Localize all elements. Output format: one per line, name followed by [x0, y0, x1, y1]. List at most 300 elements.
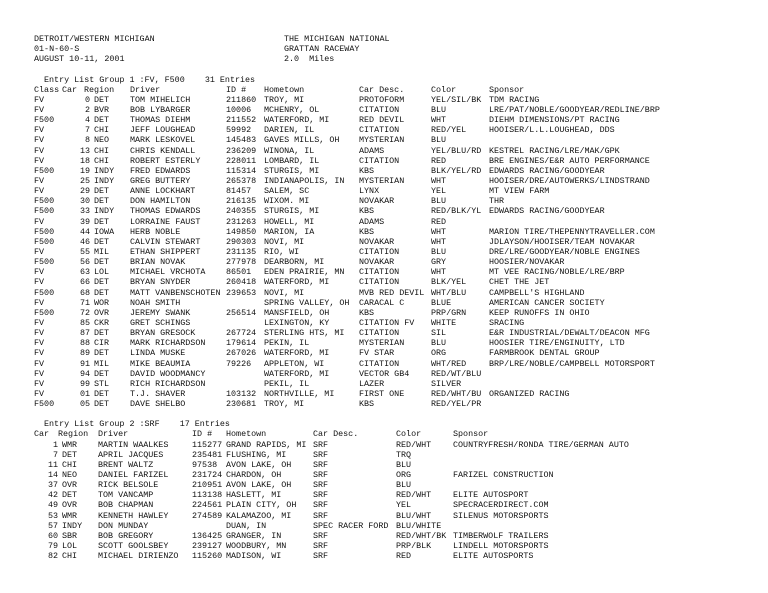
cell-hometown: CHARDON, OH [226, 470, 282, 481]
cell-region: DET [94, 216, 110, 227]
cell-driver: APRIL JACQUES [98, 449, 164, 460]
cell-driver: MICHAEL VRCHOTA [130, 267, 206, 278]
cell-hometown: MANSFIELD, OH [264, 307, 330, 318]
table-row [34, 359, 764, 369]
cell-sponsor: DRE/LRE/GOODYEAR/NOBLE ENGINES [489, 246, 640, 257]
cell-id: 115314 [226, 165, 257, 176]
event-title: THE MICHIGAN NATIONAL [284, 34, 390, 44]
cell-region: NEO [62, 470, 78, 481]
cell-car: 79 [47, 541, 58, 552]
cell-driver: MICHAEL DIRIENZO [98, 551, 179, 562]
cell-hometown: GRAND RAPIDS, MI [226, 439, 307, 450]
cell-color: WHT [431, 115, 447, 126]
cell-sponsor: E&R INDUSTRIAL/DEWALT/DEACON MFG [489, 328, 650, 339]
cell-car-desc: NOVAKAR [359, 196, 395, 207]
group2-title: Entry List Group 2 :SRF 17 Entries [44, 419, 230, 430]
cell-car: 57 [47, 520, 58, 531]
cell-car: 11 [47, 459, 58, 470]
cell-driver: MARK RICHARDSON [130, 338, 206, 349]
cell-car: 72 [79, 307, 90, 318]
cell-color: WHT [431, 267, 447, 278]
column-header-driver: Driver [130, 84, 161, 95]
cell-car: 71 [79, 297, 90, 308]
cell-id: 290303 [226, 236, 257, 247]
cell-region: INDY [94, 206, 115, 217]
cell-region: CIR [94, 338, 110, 349]
cell-hometown: WATERFORD, MI [264, 277, 330, 288]
cell-car: 49 [47, 500, 58, 511]
cell-car: 88 [79, 338, 90, 349]
cell-color: YEL [431, 186, 447, 197]
cell-id: 256514 [226, 307, 257, 318]
cell-class: FV [34, 216, 45, 227]
cell-driver: TOM VANCAMP [98, 490, 154, 501]
column-header-class: Class [34, 84, 60, 95]
cell-id: 231263 [226, 216, 257, 227]
cell-region: DET [62, 449, 78, 460]
cell-region: LOL [94, 267, 110, 278]
cell-color: RED/WHT [396, 439, 432, 450]
table-row [34, 206, 764, 216]
cell-car: 8 [84, 135, 90, 146]
cell-color: PRP/BLK [396, 541, 432, 552]
table-row [34, 551, 764, 561]
cell-color: ORG [396, 470, 412, 481]
cell-class: FV [34, 155, 45, 166]
cell-hometown: PEKIL, IL [264, 378, 310, 389]
cell-id: 10006 [226, 104, 252, 115]
table-row [34, 217, 764, 227]
cell-sponsor: MT VEE RACING/NOBLE/LRE/BRP [489, 267, 625, 278]
cell-region: DET [94, 257, 110, 268]
cell-sponsor: HOOSIER/NOVAKAR [489, 257, 565, 268]
cell-color: BLU [431, 104, 447, 115]
cell-region: DET [94, 328, 110, 339]
cell-region: CHI [94, 145, 110, 156]
cell-class: FV [34, 94, 45, 105]
cell-color: WHT [431, 236, 447, 247]
cell-class: FV [34, 135, 45, 146]
cell-car: 68 [79, 287, 90, 298]
column-header-hometown: Hometown [264, 84, 305, 95]
column-header-hometown: Hometown [226, 429, 267, 440]
table-row [34, 511, 764, 521]
event-region: DETROIT/WESTERN MICHIGAN [34, 34, 155, 44]
cell-class: FV [34, 246, 45, 257]
cell-car-desc: FIRST ONE [359, 388, 405, 399]
cell-color: YEL [396, 500, 412, 511]
cell-car: 82 [47, 551, 58, 562]
cell-sponsor: LINDELL MOTORSPORTS [453, 541, 549, 552]
cell-id: 211860 [226, 94, 257, 105]
cell-sponsor: HOOISER/DRE/AUTOWERKS/LINDSTRAND [489, 175, 650, 186]
group2-column-headers [34, 429, 764, 439]
cell-id: 136425 [192, 530, 223, 541]
cell-sponsor: MT VIEW FARM [489, 186, 550, 197]
cell-sponsor: FARMBROOK DENTAL GROUP [489, 348, 600, 359]
cell-region: OVR [62, 500, 78, 511]
cell-region: BVR [94, 104, 110, 115]
cell-region: INDY [62, 520, 83, 531]
table-row [34, 176, 764, 186]
cell-car: 01 [79, 388, 90, 399]
cell-car-desc: SRF [313, 551, 329, 562]
cell-car-desc: KBS [359, 165, 375, 176]
entry-list-document [34, 34, 764, 561]
cell-region: STL [94, 378, 110, 389]
cell-class: F500 [34, 257, 55, 268]
cell-color: BLU [396, 459, 412, 470]
track-length: 2.0 Miles [284, 54, 335, 65]
cell-car-desc: ADAMS [359, 216, 385, 227]
cell-hometown: WIXOM. MI [264, 196, 310, 207]
cell-car-desc: CITATION [359, 104, 400, 115]
event-date: AUGUST 10-11, 2001 [34, 54, 125, 65]
table-row [34, 308, 764, 318]
cell-car-desc: PROTOFORM [359, 94, 405, 105]
cell-hometown: WATERFORD, MI [264, 115, 330, 126]
cell-id: 149850 [226, 226, 257, 237]
cell-driver: DANIEL FARIZEL [98, 470, 169, 481]
table-row [34, 166, 764, 176]
cell-car-desc: MYSTERIAN [359, 175, 405, 186]
cell-car-desc: SRF [313, 541, 329, 552]
table-row [34, 237, 764, 247]
cell-hometown: TROY, MI [264, 399, 305, 410]
cell-sponsor: THR [489, 196, 505, 207]
cell-car-desc: CITATION [359, 358, 400, 369]
cell-car-desc: MYSTERIAN [359, 338, 405, 349]
cell-region: DET [94, 348, 110, 359]
table-row [34, 470, 764, 480]
cell-driver: DAVE SHELBO [130, 399, 186, 410]
cell-class: F500 [34, 115, 55, 126]
column-header-color: Color [431, 84, 457, 95]
cell-car-desc: CITATION [359, 277, 400, 288]
cell-class: FV [34, 277, 45, 288]
cell-car-desc: SPEC RACER FORD [313, 520, 389, 531]
cell-car: 56 [79, 257, 90, 268]
cell-class: FV [34, 186, 45, 197]
cell-class: FV [34, 368, 45, 379]
column-header-sponsor: Sponsor [453, 429, 489, 440]
table-row [34, 338, 764, 348]
table-row [34, 541, 764, 551]
table-row [34, 267, 764, 277]
cell-region: OVR [94, 307, 110, 318]
cell-color: GRY [431, 257, 447, 268]
cell-color: RED/WHT/BU [431, 388, 482, 399]
cell-car: 85 [79, 317, 90, 328]
column-header-car-desc: Car Desc. [313, 429, 359, 440]
cell-driver: BOB GREGORY [98, 530, 154, 541]
column-header-driver: Driver [98, 429, 129, 440]
cell-color: RED/WT/BLU [431, 368, 482, 379]
cell-region: LOL [62, 541, 78, 552]
cell-color: BLU [431, 246, 447, 257]
cell-region: INDY [94, 165, 115, 176]
cell-hometown: EDEN PRAIRIE, MN [264, 267, 345, 278]
cell-hometown: DUAN, IN [226, 520, 267, 531]
cell-sponsor: DIEHM DIMENSIONS/PT RACING [489, 115, 620, 126]
event-venue: GRATTAN RACEWAY [284, 44, 360, 55]
table-row [34, 105, 764, 115]
cell-hometown: PEKIN, IL [264, 338, 310, 349]
cell-car: 37 [47, 480, 58, 491]
cell-driver: KENNETH HAWLEY [98, 510, 169, 521]
cell-region: MIL [94, 246, 110, 257]
cell-sponsor: TIMBERWOLF TRAILERS [453, 530, 549, 541]
cell-driver: DON MUNDAY [98, 520, 149, 531]
cell-car: 46 [79, 236, 90, 247]
cell-car-desc: SRF [313, 490, 329, 501]
cell-car: 55 [79, 246, 90, 257]
cell-id: 115277 [192, 439, 223, 450]
cell-region: CHI [94, 155, 110, 166]
cell-sponsor: JDLAYSON/HOOISER/TEAM NOVAKAR [489, 236, 635, 247]
cell-driver: DON HAMILTON [130, 196, 191, 207]
cell-driver: BRYAN GRESOCK [130, 328, 196, 339]
cell-car-desc: NOVAKAR [359, 236, 395, 247]
cell-car-desc: SRF [313, 480, 329, 491]
cell-color: RED [431, 216, 447, 227]
cell-id: 97538 [192, 459, 218, 470]
group1-column-headers [34, 85, 764, 95]
cell-region: DET [62, 490, 78, 501]
cell-hometown: LOMBARD, IL [264, 155, 320, 166]
cell-hometown: NORTHVILLE, MI [264, 388, 335, 399]
cell-driver: MARTIN WAALKES [98, 439, 169, 450]
cell-driver: ROBERT ESTERLY [130, 155, 201, 166]
table-row [34, 328, 764, 338]
cell-hometown: STURGIS, MI [264, 165, 320, 176]
cell-color: SILVER [431, 378, 462, 389]
cell-car: 4 [84, 115, 90, 126]
cell-color: RED/BLK/YL [431, 206, 482, 217]
cell-region: CHI [94, 125, 110, 136]
cell-hometown: RIO, WI [264, 246, 300, 257]
cell-color: BLU [431, 196, 447, 207]
cell-car-desc: SRF [313, 510, 329, 521]
column-header-sponsor: Sponsor [489, 84, 525, 95]
cell-sponsor: FARIZEL CONSTRUCTION [453, 470, 554, 481]
table-row [34, 156, 764, 166]
cell-driver: SCOTT GOOLSBEY [98, 541, 169, 552]
cell-car-desc: CITATION [359, 155, 400, 166]
cell-class: F500 [34, 196, 55, 207]
cell-driver: THOMAS DIEHM [130, 115, 191, 126]
cell-car-desc: LYNX [359, 186, 380, 197]
cell-hometown: FLUSHING, MI [226, 449, 287, 460]
cell-class: FV [34, 358, 45, 369]
cell-color: RED/YEL [431, 125, 467, 136]
cell-car: 7 [52, 449, 58, 460]
table-row [34, 440, 764, 450]
cell-hometown: PLAIN CITY, OH [226, 500, 297, 511]
header-line-2 [34, 44, 764, 54]
cell-id: 86501 [226, 267, 252, 278]
table-row [34, 257, 764, 267]
cell-id: 231135 [226, 246, 257, 257]
table-row [34, 298, 764, 308]
cell-color: WHT [431, 175, 447, 186]
cell-car-desc: CITATION FV [359, 317, 415, 328]
cell-color: YEL/SIL/BK [431, 94, 482, 105]
cell-car: 39 [79, 216, 90, 227]
cell-class: F500 [34, 206, 55, 217]
cell-sponsor: CHET THE JET [489, 277, 550, 288]
cell-class: F500 [34, 236, 55, 247]
cell-region: WOR [94, 297, 110, 308]
cell-hometown: WATERFORD, MI [264, 368, 330, 379]
cell-driver: THOMAS EDWARDS [130, 206, 201, 217]
cell-hometown: HOWELL, MI [264, 216, 315, 227]
cell-sponsor: SRACING [489, 317, 525, 328]
cell-car: 42 [47, 490, 58, 501]
cell-car-desc: LAZER [359, 378, 385, 389]
cell-car-desc: SRF [313, 500, 329, 511]
cell-color: BLK/YEL/RD [431, 165, 482, 176]
column-header-car: Car [34, 429, 50, 440]
cell-driver: MIKE BEAUMIA [130, 358, 191, 369]
cell-car-desc: ADAMS [359, 145, 385, 156]
cell-color: WHT/BLU [431, 287, 467, 298]
cell-sponsor: EDWARDS RACING/GOODYEAR [489, 165, 605, 176]
cell-sponsor: EDWARDS RACING/GOODYEAR [489, 206, 605, 217]
cell-hometown: APPLETON, WI [264, 358, 325, 369]
cell-id: 79226 [226, 358, 252, 369]
cell-region: DET [94, 115, 110, 126]
cell-hometown: INDIANAPOLIS, IN [264, 175, 345, 186]
cell-sponsor: MARION TIRE/THEPENNYTRAVELLER.COM [489, 226, 655, 237]
cell-region: DET [94, 399, 110, 410]
cell-id: 260418 [226, 277, 257, 288]
cell-driver: CHRIS KENDALL [130, 145, 196, 156]
cell-color: RED/YEL/PR [431, 399, 482, 410]
cell-driver: GRET SCHINGS [130, 317, 191, 328]
cell-id: 216135 [226, 196, 257, 207]
cell-car-desc: MYSTERIAN [359, 135, 405, 146]
cell-id: 277978 [226, 257, 257, 268]
table-row [34, 399, 764, 409]
cell-hometown: HASLETT, MI [226, 490, 282, 501]
cell-id: 267026 [226, 348, 257, 359]
cell-hometown: DARIEN, IL [264, 125, 315, 136]
cell-car: 05 [79, 399, 90, 410]
cell-sponsor: ELITE AUTOSPORTS [453, 551, 534, 562]
cell-region: MIL [94, 358, 110, 369]
cell-region: DET [94, 388, 110, 399]
cell-class: FV [34, 267, 45, 278]
table-row [34, 531, 764, 541]
cell-id: 235481 [192, 449, 223, 460]
table-row [34, 450, 764, 460]
cell-color: BLK/YEL [431, 277, 467, 288]
cell-class: FV [34, 338, 45, 349]
cell-hometown: LEXINGTON, KY [264, 317, 330, 328]
cell-driver: ETHAN SHIPPERT [130, 246, 201, 257]
cell-region: NEO [94, 135, 110, 146]
cell-car: 13 [79, 145, 90, 156]
cell-car: 87 [79, 328, 90, 339]
table-row [34, 95, 764, 105]
cell-car: 0 [84, 94, 90, 105]
table-row [34, 500, 764, 510]
cell-color: PRP/GRN [431, 307, 467, 318]
column-header-id: ID # [226, 84, 247, 95]
cell-id: 231724 [192, 470, 223, 481]
cell-class: FV [34, 388, 45, 399]
cell-hometown: MCHENRY, OL [264, 104, 320, 115]
cell-hometown: DEARBORN, MI [264, 257, 325, 268]
cell-color: RED [431, 155, 447, 166]
cell-car: 44 [79, 226, 90, 237]
cell-class: FV [34, 175, 45, 186]
table-row [34, 277, 764, 287]
cell-car-desc: FV STAR [359, 348, 395, 359]
cell-car: 1 [52, 439, 58, 450]
cell-hometown: NOVI, MI [264, 236, 305, 247]
cell-region: CKR [94, 317, 110, 328]
cell-hometown: AVON LAKE, OH [226, 459, 292, 470]
cell-driver: RICK BELSOLE [98, 480, 159, 491]
cell-region: INDY [94, 175, 115, 186]
table-row [34, 196, 764, 206]
cell-driver: RICH RICHARDSON [130, 378, 206, 389]
column-header-region: Region [84, 84, 115, 95]
cell-car: 19 [79, 165, 90, 176]
cell-driver: JEFF LOUGHEAD [130, 125, 196, 136]
event-code: 01-N-60-S [34, 44, 80, 55]
cell-color: WHT/RED [431, 358, 467, 369]
cell-region: IOWA [94, 226, 115, 237]
cell-driver: BOB LYBARGER [130, 104, 191, 115]
cell-driver: TOM MIHELICH [130, 94, 191, 105]
cell-car-desc: KBS [359, 206, 375, 217]
cell-class: F500 [34, 226, 55, 237]
table-row [34, 521, 764, 531]
cell-sponsor: HOOSIER TIRE/ENGINUITY, LTD [489, 338, 625, 349]
cell-id: 113138 [192, 490, 223, 501]
cell-id: 115260 [192, 551, 223, 562]
cell-sponsor: COUNTRYFRESH/RONDA TIRE/GERMAN AUTO [453, 439, 629, 450]
cell-car: 66 [79, 277, 90, 288]
table-row [34, 115, 764, 125]
table-row [34, 318, 764, 328]
cell-hometown: WINONA, IL [264, 145, 315, 156]
group2-table [34, 440, 764, 562]
cell-car: 94 [79, 368, 90, 379]
cell-car: 25 [79, 175, 90, 186]
cell-car-desc: KBS [359, 399, 375, 410]
cell-region: DET [94, 368, 110, 379]
cell-car-desc: NOVAKAR [359, 257, 395, 268]
cell-driver: BRIAN NOVAK [130, 257, 186, 268]
cell-color: WHT [431, 226, 447, 237]
cell-sponsor: SPECRACERDIRECT.COM [453, 500, 549, 511]
cell-id: 103132 [226, 388, 257, 399]
cell-car: 89 [79, 348, 90, 359]
group1-title: Entry List Group 1 :FV, F500 31 Entries [44, 74, 256, 85]
table-row [34, 379, 764, 389]
cell-hometown: TROY, MI [264, 94, 305, 105]
cell-region: DET [94, 287, 110, 298]
table-row [34, 125, 764, 135]
cell-color: BLU [431, 135, 447, 146]
cell-car-desc: CITATION [359, 125, 400, 136]
cell-class: FV [34, 104, 45, 115]
cell-sponsor: BRP/LRE/NOBLE/CAMPBELL MOTORSPORT [489, 358, 655, 369]
